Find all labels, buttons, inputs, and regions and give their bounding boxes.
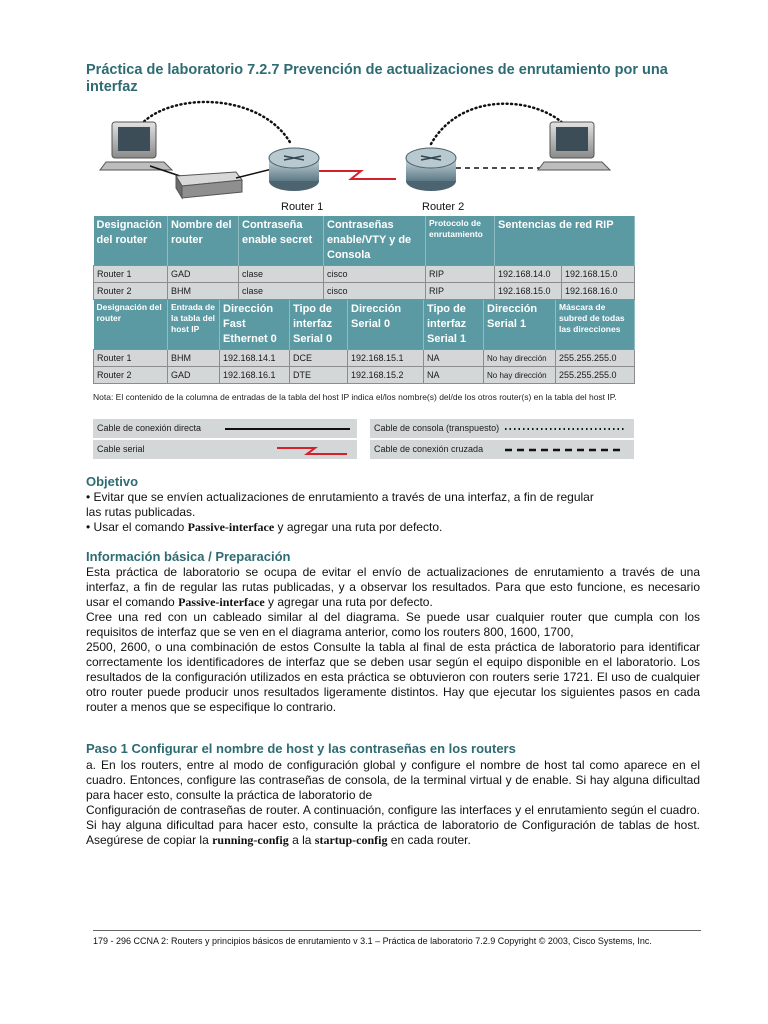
legend-console [370, 419, 634, 438]
info-paragraph-3: 2500, 2600, o una combinación de estos Consulte la tabla al final de esta práctica de laboratorio para identificar correctamente los identificadores de interfaz que se deben usar según el equipo disponible en el laboratorio. Los resultados de la configuración utilizados en esta práctica se obtuvieron con routers serie 1721. El uso de cualquier otro router puede producir unos resultados ligeramente distintos. Hay que ejecutar los siguientes pasos en cada router a menos que se especifique lo contrario. [86, 640, 700, 714]
table-cell: GAD [168, 367, 220, 384]
table-header-cell: Designación del router [94, 300, 168, 350]
table-row [94, 350, 635, 367]
table-cell: 192.168.14.1 [220, 350, 290, 367]
table-header-cell: Designación del router [94, 216, 168, 266]
router-1-icon [269, 148, 319, 191]
table-cell: No hay dirección [484, 350, 556, 367]
info-body [86, 565, 700, 715]
table-cell: RIP [426, 283, 495, 300]
objetivo-heading: Objetivo [86, 474, 139, 489]
command-text: Passive-interface [187, 520, 275, 534]
table-row [94, 367, 635, 384]
table-cell: 192.168.15.1 [348, 350, 424, 367]
legend-crossover [370, 440, 634, 459]
table-header-cell: Contraseña enable secret [239, 216, 324, 266]
table-cell: clase [239, 266, 324, 283]
table-cell: NA [424, 350, 484, 367]
router-2-label: Router 2 [422, 201, 465, 213]
table-cell: 192.168.16.1 [220, 367, 290, 384]
legend-console-label: Cable de consola (transpuesto) [374, 423, 500, 433]
legend-straight-label: Cable de conexión directa [97, 423, 202, 433]
page-footer: 179 - 296 CCNA 2: Routers y principios básicos de enrutamiento v 3.1 – Práctica de laboratorio 7.2.9 Copyright © 2003, Cisco Systems, Inc. [93, 936, 652, 946]
table-cell: 255.255.255.0 [556, 350, 635, 367]
table-cell: clase [239, 283, 324, 300]
console-line-icon [505, 427, 625, 431]
objetivo-bullet-1: • Evitar que se envíen actualizaciones de enrutamiento a través de una interfaz, a fin de regular [86, 490, 594, 504]
table-note: Nota: El contenido de la columna de entradas de la tabla del host IP indica el/los nombre(s) del/de los otros router(s) en la tabla del host IP. [93, 392, 617, 402]
table-cell: RIP [426, 266, 495, 283]
table-cell: DTE [290, 367, 348, 384]
table-cell: 192.168.15.2 [348, 367, 424, 384]
table-cell: 192.168.14.0 [495, 266, 562, 283]
table-row [94, 283, 635, 300]
paso1-paragraph-2: Configuración de contraseñas de router. A continuación, configure las interfaces y el enrutamiento según el cuadro. Si hay alguna dificultad para hacer esto, consulte la práctica de laboratorio de Configuración de tablas de host. Asegúrese de copiar la running-config a la startup-config en cada router. [86, 803, 700, 847]
router-1-label: Router 1 [281, 201, 324, 213]
table-header-cell: Dirección Fast Ethernet 0 [220, 300, 290, 350]
paso1-paragraph-1: a. En los routers, entre al modo de configuración global y configure el nombre de host tal como aparece en el cuadro. Entonces, configure las contraseñas de consola, de la terminal virtual y de enable. Si hay alguna dificultad para hacer esto, consulte la práctica de laboratorio de [86, 758, 700, 802]
paso1-heading: Paso 1 Configurar el nombre de host y las contraseñas en los routers [86, 741, 516, 756]
console-cable-left [138, 102, 291, 144]
table-cell: cisco [324, 266, 426, 283]
legend-serial [93, 440, 357, 459]
interface-table [93, 300, 634, 384]
cable-legend [93, 419, 634, 461]
table-cell: BHM [168, 350, 220, 367]
info-paragraph-2: Cree una red con un cableado similar al del diagrama. Se puede usar cualquier router que cumpla con los requisitos de interfaz que se ven en el diagrama anterior, como los routers 800, 1600, 1700, [86, 610, 700, 639]
serial-cable [319, 171, 396, 179]
console-cable-right [431, 104, 566, 144]
table-cell: NA [424, 367, 484, 384]
info-paragraph-1: Esta práctica de laboratorio se ocupa de evitar el envío de actualizaciones de enrutamiento a través de una interfaz, a fin de regular las rutas publicadas, y a observar los resultados. Para que esto funcione, es necesario usar el comando Passive-interface y agregar una ruta por defecto. [86, 565, 700, 609]
table-header-cell: Dirección Serial 1 [484, 300, 556, 350]
table-row [94, 266, 635, 283]
table-header-cell: Máscara de subred de todas las direcciones [556, 300, 635, 350]
table-header-row [94, 216, 635, 266]
objetivo-bullet-2: • Usar el comando Passive-interface y agregar una ruta por defecto. [86, 520, 443, 534]
command-text: startup-config [314, 833, 388, 847]
command-text: running-config [212, 833, 289, 847]
table-header-cell: Tipo de interfaz Serial 0 [290, 300, 348, 350]
table-cell: No hay dirección [484, 367, 556, 384]
table-cell: Router 2 [94, 367, 168, 384]
table-cell: 192.168.16.0 [562, 283, 635, 300]
router-2-icon [406, 148, 456, 191]
table-header-row [94, 300, 635, 350]
table-cell: Router 1 [94, 266, 168, 283]
table-header-cell: Protocolo de enrutamiento [426, 216, 495, 266]
table-header-cell: Contraseñas enable/VTY y de Consola [324, 216, 426, 266]
table-header-cell: Sentencias de red RIP [495, 216, 635, 266]
table-cell: 192.168.15.0 [495, 283, 562, 300]
switch-icon [176, 172, 242, 198]
table-cell: GAD [168, 266, 239, 283]
table-header-cell: Tipo de interfaz Serial 1 [424, 300, 484, 350]
topology-svg [86, 96, 636, 216]
objetivo-body [86, 490, 700, 535]
command-text: Passive-interface [178, 595, 265, 609]
router-config-table [93, 216, 634, 300]
paso1-body [86, 758, 700, 848]
network-diagram [86, 96, 636, 216]
table-cell: BHM [168, 283, 239, 300]
table-header-cell: Nombre del router [168, 216, 239, 266]
pc-left-icon [100, 122, 172, 170]
table-cell: Router 1 [94, 350, 168, 367]
pc-right-icon [538, 122, 610, 170]
legend-serial-label: Cable serial [97, 444, 145, 454]
objetivo-bullet-1-cont: las rutas publicadas. [86, 505, 196, 519]
page-title: Práctica de laboratorio 7.2.7 Prevención de actualizaciones de enrutamiento por una interfaz [86, 62, 668, 95]
table-header-cell: Dirección Serial 0 [348, 300, 424, 350]
footer-divider [93, 930, 701, 931]
table-header-cell: Entrada de la tabla del host IP [168, 300, 220, 350]
table-cell: 255.255.255.0 [556, 367, 635, 384]
legend-crossover-label: Cable de conexión cruzada [374, 444, 484, 454]
table-cell: Router 2 [94, 283, 168, 300]
table-cell: cisco [324, 283, 426, 300]
legend-straight [93, 419, 357, 438]
crossover-line-icon [505, 448, 625, 452]
straight-line-icon [225, 428, 350, 430]
serial-line-icon [277, 444, 347, 456]
table-cell: DCE [290, 350, 348, 367]
info-heading: Información básica / Preparación [86, 549, 291, 564]
table-cell: 192.168.15.0 [562, 266, 635, 283]
